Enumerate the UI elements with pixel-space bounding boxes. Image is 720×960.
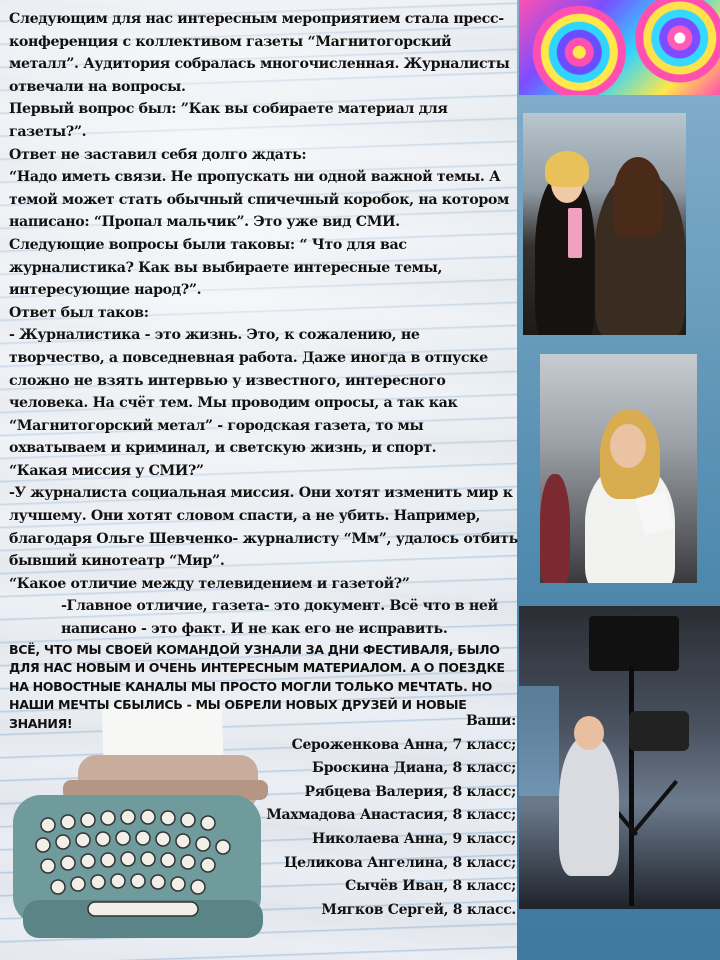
article-paragraph-indented: -Главное отличие, газета- это документ. Всё что в ней написано - это факт. И не как его не исправить. [61,598,498,638]
article-paragraph: Первый вопрос был: ”Как вы собираете материал для газеты?”. [9,101,448,140]
photo-tv-studio-camera [519,606,720,909]
article-paragraph: -У журналиста социальная миссия. Они хотят изменить мир к лучшему. Они хотят словом спасти, а не убить. Например, благодаря Ольге Шевченко- журналисту “Мм”, удалось отбить бывший кинотеатр “Мир”. [9,485,518,570]
credit-name: Сероженкова Анна, 7 класс; [291,736,516,753]
photo-two-girls [523,113,686,335]
article-body [9,8,519,734]
article-paragraph: “Какое отличие между телевидением и газетой?” [9,575,410,592]
typewriter-illustration [8,700,268,950]
article-paragraph: “Надо иметь связи. Не пропускать ни одной важной темы. А темой может стать обычный спичечный коробок, на котором написано: “Пропал мальчик”. Это уже вид СМИ. [9,169,510,231]
credit-name: Целикова Ангелина, 8 класс; [283,854,516,871]
credit-name: Николаева Анна, 9 класс; [312,830,516,847]
tie-dye-decoration-image [519,0,720,95]
credit-name: Мягков Сергей, 8 класс. [321,901,516,918]
article-paragraph: Ответ был таков: [9,304,149,321]
photo-blonde-woman [540,354,697,583]
credits-list [266,710,516,922]
credit-name: Рябцева Валерия, 8 класс; [304,783,516,800]
article-paragraph: Ответ не заставил себя долго ждать: [9,146,307,163]
article-paragraph: - Журналистика - это жизнь. Это, к сожалению, не творчество, а повседневная работа. Даже иногда в отпуске сложно не взять интервью у известного, интересного человека. На счёт тем. Мы проводим опросы, а так как “Магнитогорский метал” - городская газета, то мы охватываем и криминал, и светскую жизнь, и спорт. [9,327,488,457]
article-paragraph: Следующим для нас интересным мероприятием стала пресс-конференция с коллективом газеты “Магнитогорский металл”. Аудитория собралась многочисленная. Журналисты отвечали на вопросы. [9,11,510,95]
credit-name: Сычёв Иван, 8 класс; [345,878,516,895]
conclusion-paragraph: ВСЁ, ЧТО МЫ СВОЕЙ КОМАНДОЙ УЗНАЛИ ЗА ДНИ ФЕСТИВАЛЯ, БЫЛО ДЛЯ НАС НОВЫМ И ОЧЕНЬ ИНТЕРЕСНЫМ МАТЕРИАЛОМ. А О ПОЕЗДКЕ НА НОВОСТНЫЕ КАНАЛЫ МЫ ПРОСТО МОГЛИ ТОЛЬКО МЕЧТАТЬ. НО НАШИ МЕЧТЫ СБЫЛИСЬ - МЫ ОБРЕЛИ НОВЫХ ДРУЗЕЙ И НОВЫЕ ЗНАНИЯ! [9,641,505,731]
credit-name: Броскина Диана, 8 класс; [312,760,516,777]
credits-heading: Ваши: [465,713,516,729]
credit-name: Махмадова Анастасия, 8 класс; [266,807,516,824]
article-paragraph: Следующие вопросы были таковы: “ Что для вас журналистика? Как вы выбираете интересные темы, интересующие народ?”. [9,236,443,299]
article-paragraph: “Какая миссия у СМИ?” [9,462,204,479]
